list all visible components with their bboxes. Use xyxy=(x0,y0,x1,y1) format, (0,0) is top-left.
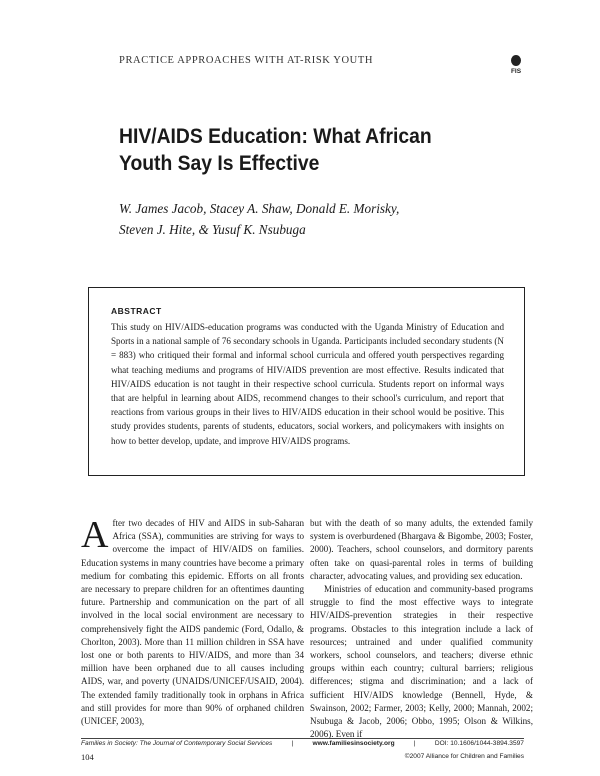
author-list xyxy=(119,198,399,240)
body-paragraph: but with the death of so many adults, the extended family system is overburdened (Bhargava & Bigombe, 2003; Foster, 2000). Teachers, school counselors, and dormitory parents often take on quasi-parental roles in terms of building character, advocating values, and providing sex education. xyxy=(310,518,533,581)
abstract-text: This study on HIV/AIDS-education programs was conducted with the Uganda Ministry of Education and Sports in a national sample of 76 secondary schools in Uganda. Participants included secondary students (N = 883) who critiqued their formal and informal school curricula and offered youth perspectives regarding what teaching mediums and programs of HIV/AIDS prevention are most effective. Results indicated that HIV/AIDS education is not taught in their respective school curricula. Students report on informal ways that are helpful in learning about AIDS, recommend changes to their school's curriculum, and report that reactions from various groups in their lives to HIV/AIDS education in their school would be positive. This study provides students, parents of students, educators, social workers, and policymakers with insights on how to better develop, update, and improve HIV/AIDS programs. xyxy=(111,322,504,446)
footer-separator: | xyxy=(291,740,294,747)
abstract-heading: ABSTRACT xyxy=(111,306,162,316)
footer-rule xyxy=(81,738,524,739)
page-number: 104 xyxy=(81,752,94,762)
body-column-left xyxy=(81,514,304,728)
journal-website-link[interactable]: www.familiesinsociety.org xyxy=(312,740,395,747)
footer-separator: | xyxy=(413,740,416,747)
journal-name: Families in Society: The Journal of Contemporary Social Services xyxy=(81,740,273,747)
running-head: PRACTICE APPROACHES WITH AT-RISK YOUTH xyxy=(119,55,374,66)
logo-text: FIS xyxy=(510,68,522,75)
article-title: HIV/AIDS Education: What African Youth Say Is Effective xyxy=(119,125,432,175)
body-paragraph: Ministries of education and community-based programs struggle to find the most effective ways to integrate HIV/AIDS-prevention strategies in their respective programs. Obstacles to this integration include a lack of resources; untrained and under qualified community workers, school counselors, and teachers; diverse ethnic groups within each country; cultural barriers; religious differences; stigma and discrimination; and a lack of sufficient HIV/AIDS knowledge (Bennell, Hyde, & Swainson, 2002; Farmer, 2003; Kelly, 2000; Mannah, 2002; Nsubuga & Jacob, 2006; Obbo, 1995; Olson & Wilkins, 2006). Even if xyxy=(310,584,533,740)
copyright-notice: ©2007 Alliance for Children and Families xyxy=(404,753,524,760)
authors-line-1: W. James Jacob, Stacey A. Shaw, Donald E. Morisky, xyxy=(119,201,400,216)
doi: DOI: 10.1606/1044-3894.3597 xyxy=(434,740,524,747)
drop-cap: A xyxy=(81,514,109,556)
body-column-right xyxy=(310,517,533,741)
body-paragraph: fter two decades of HIV and AIDS in sub-Saharan Africa (SSA), communities are striving for ways to overcome the impact of HIV/AIDS on families. Education systems in many countries have become a primary medium for combating this epidemic. Efforts on all fronts are necessary to prepare children for an oftentimes daunting future. Partnership and communication on the part of all involved in the local social environment are necessary to comprehensively fight the AIDS pandemic (Ford, Odallo, & Chorlton, 2003). More than 11 million children in SSA have lost one or both parents to HIV/AIDS, and more than 34 million have been orphaned due to all causes including AIDS, war, and poverty (UNAIDS/UNICEF/USAID, 2004). The extended family traditionally took in orphans in Africa and still provides for more than 90% of orphaned children (UNICEF, 2003), xyxy=(81,518,304,727)
logo-mark-icon xyxy=(511,55,521,66)
publisher-logo xyxy=(508,55,524,81)
authors-line-2: Steven J. Hite, & Yusuf K. Nsubuga xyxy=(119,222,306,237)
footer-line xyxy=(81,740,524,747)
